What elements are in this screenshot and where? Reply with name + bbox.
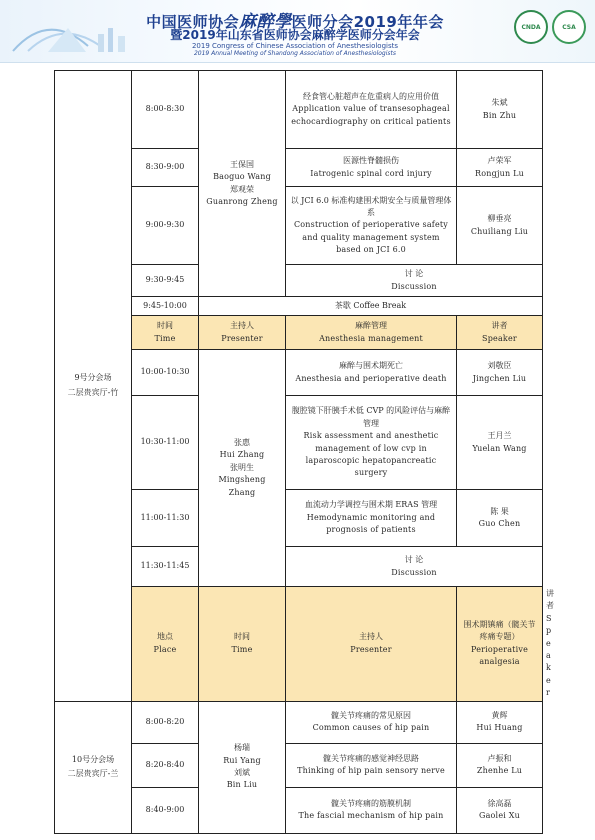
talk-title-cell: 医源性脊髓损伤 Iatrogenic spinal cord injury: [286, 149, 457, 187]
header-presenter: 主持人 Presenter: [199, 316, 286, 350]
presenter-cell: 杨瑞 Rui Yang 刘斌 Bin Liu: [199, 701, 286, 833]
table-header-row: 地点 Place 时间 Time 主持人 Presenter 围术期镇痛（髋关节疼痛专题） Perioperative analgesia 讲者 Speaker: [55, 587, 543, 702]
speaker-cell: 王月兰 Yuelan Wang: [457, 396, 543, 490]
banner-subtitle: 暨2019年山东省医师协会麻醉学医师分会年会: [170, 28, 420, 42]
presenter-cell: 王保国 Baoguo Wang 郑观荣 Guanrong Zheng: [199, 71, 286, 297]
venue-cell: 9号分会场 二层贵宾厅-竹: [55, 71, 132, 702]
table-row: [55, 71, 543, 149]
time-cell: 8:30-9:00: [132, 149, 199, 187]
speaker-cell: 黄辉 Hui Huang: [457, 701, 543, 743]
talk-title-cell: 髋关节疼痛的常见原因 Common causes of hip pain: [286, 701, 457, 743]
speaker-cell: 卢荣军 Rongjun Lu: [457, 149, 543, 187]
talk-title-cell: 以 JCI 6.0 标准构建围术期安全与质量管理体系 Construction of perioperative safety and quality management system based on JCI 6.0: [286, 187, 457, 265]
time-cell: 9:00-9:30: [132, 187, 199, 265]
discussion-cell: 讨 论 Discussion: [286, 265, 543, 297]
talk-title-cell: 腹腔镜下肝胰手术低 CVP 的风险评估与麻醉管理 Risk assessment and anesthetic management of low cvp in laparoscopic hepatopancreatic surgery: [286, 396, 457, 490]
time-cell: 11:30-11:45: [132, 547, 199, 587]
discussion-cell: 讨 论 Discussion: [286, 547, 543, 587]
header-topic: 围术期镇痛（髋关节疼痛专题） Perioperative analgesia: [457, 587, 543, 702]
coffee-break-cell: 茶歇 Coffee Break: [199, 297, 543, 316]
cnda-logo: CNDA: [514, 10, 548, 44]
header-place: 地点 Place: [132, 587, 199, 702]
header-presenter: 主持人 Presenter: [286, 587, 457, 702]
talk-title-cell: 经食管心脏超声在危重病人的应用价值 Application value of transesophageal echocardiography on critical patients: [286, 71, 457, 149]
time-cell: 8:20-8:40: [132, 743, 199, 787]
speaker-cell: 柳垂亮 Chuiliang Liu: [457, 187, 543, 265]
schedule-table: [54, 70, 554, 834]
banner-english-title: 2019 Congress of Chinese Association of Anesthesiologists: [191, 42, 399, 50]
venue-cell: 10号分会场 二层贵宾厅-兰: [55, 701, 132, 833]
talk-title-cell: 血流动力学调控与围术期 ERAS 管理 Hemodynamic monitoring and prognosis of patients: [286, 490, 457, 547]
talk-title-cell: 麻醉与围术期死亡 Anesthesia and perioperative death: [286, 350, 457, 396]
header-speaker: 讲者 Speaker: [457, 316, 543, 350]
time-cell: 10:00-10:30: [132, 350, 199, 396]
time-cell: 9:30-9:45: [132, 265, 199, 297]
speaker-cell: 陈 果 Guo Chen: [457, 490, 543, 547]
time-cell: 8:00-8:20: [132, 701, 199, 743]
speaker-cell: 卢振和 Zhenhe Lu: [457, 743, 543, 787]
time-cell: 10:30-11:00: [132, 396, 199, 490]
header-topic: 麻醉管理 Anesthesia management: [286, 316, 457, 350]
talk-title-cell: 髋关节疼痛的感觉神经思路 Thinking of hip pain sensory nerve: [286, 743, 457, 787]
speaker-cell: 朱斌 Bin Zhu: [457, 71, 543, 149]
talk-title-cell: 髋关节疼痛的筋膜机制 The fascial mechanism of hip pain: [286, 787, 457, 833]
banner-english-subtitle: 2019 Annual Meeting of Shandong Association of Anesthesiologists: [193, 50, 397, 57]
table-row: [55, 701, 543, 743]
banner-title: 中国医师协会麻醉學医师分会2019年年会: [146, 12, 444, 32]
speaker-cell: 徐高磊 Gaolei Xu: [457, 787, 543, 833]
header-time: 时间 Time: [132, 316, 199, 350]
csa-logo: CSA: [552, 10, 586, 44]
presenter-cell: 张惠 Hui Zhang 张明生 Mingsheng Zhang: [199, 350, 286, 587]
conference-banner: [0, 0, 595, 63]
time-cell: 8:40-9:00: [132, 787, 199, 833]
header-time: 时间 Time: [199, 587, 286, 702]
time-cell: 9:45-10:00: [132, 297, 199, 316]
speaker-cell: 刘敬臣 Jingchen Liu: [457, 350, 543, 396]
time-cell: 11:00-11:30: [132, 490, 199, 547]
time-cell: 8:00-8:30: [132, 71, 199, 149]
